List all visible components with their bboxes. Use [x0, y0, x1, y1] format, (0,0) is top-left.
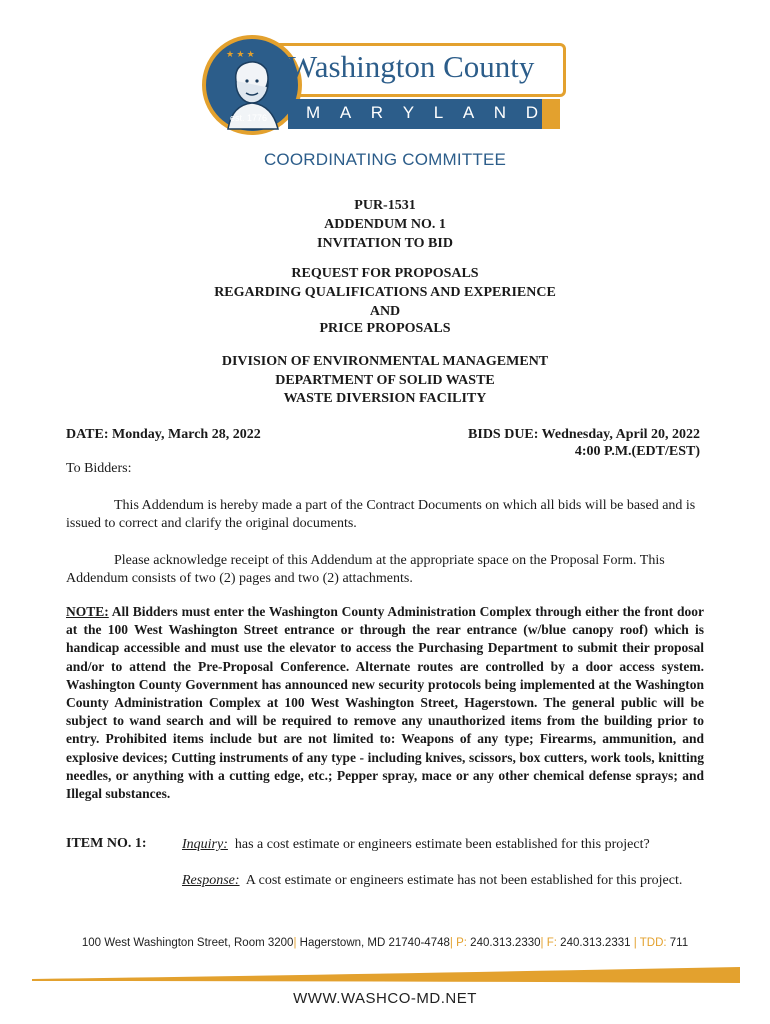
- footer-gold-swoosh: [32, 963, 740, 985]
- fax-label: F:: [546, 937, 557, 949]
- header-line: DIVISION OF ENVIRONMENTAL MANAGEMENT: [221, 354, 549, 369]
- logo-letter: R: [370, 103, 384, 122]
- county-logo: [202, 35, 568, 141]
- logo-band-tail: [542, 99, 560, 129]
- header-line: REGARDING QUALIFICATIONS AND EXPERIENCE: [214, 285, 556, 300]
- phone-label: P:: [456, 937, 467, 949]
- response-text: A cost estimate or engineers estimate has not been established for this project.: [245, 873, 683, 888]
- header-line: WASTE DIVERSION FACILITY: [283, 391, 487, 406]
- bids-due-time: 4:00 P.M.(EDT/EST): [574, 444, 700, 459]
- bids-due-date: BIDS DUE: Wednesday, April 20, 2022: [468, 427, 700, 442]
- header-line: PUR-1531: [354, 198, 416, 213]
- header-line: ADDENDUM NO. 1: [324, 217, 446, 232]
- item-response: [182, 872, 704, 890]
- footer-tdd: 711: [669, 937, 689, 949]
- logo-letter: A: [339, 103, 352, 122]
- header-line: AND: [369, 304, 401, 319]
- footer-fax: 240.313.2331: [560, 937, 631, 949]
- note-text: All Bidders must enter the Washington County Administration Complex through either the front door at the 100 West Washington Street entrance or through the rear entrance (w/blue canopy roof) which is handicap accessible and must use the elevator to access the Purchasing Department to submit their proposal and/or to attend the Pre-Proposal Conference. Alternate routes are controlled by a door access system. Washington County Government has announced new security protocols being implemented at the Washington County Administration Complex at 100 West Washington Street, Hagerstown. The general public will be subject to wand search and will be required to remove any unauthorized items from the building prior to entry. Prohibited items include but are not limited to: Weapons of any type; Firearms, ammunition, and explosive devices; Cutting instruments of any type - including knives, scissors, box cutters, work tools, knitting needles, or anything with a cutting edge, etc.; Pepper spray, mace or any other chemical defense sprays; and Illegal substances.: [66, 604, 704, 802]
- header-line: INVITATION TO BID: [317, 236, 453, 251]
- note-label: NOTE:: [66, 604, 109, 619]
- logo-county-name: Washington County: [288, 49, 535, 84]
- salutation: To Bidders:: [66, 461, 132, 476]
- paragraph-acknowledge: Please acknowledge receipt of this Addendum at the appropriate space on the Proposal Form. This Addendum consists of two (2) pages and two (2) attachments.: [66, 553, 665, 586]
- header-line: REQUEST FOR PROPOSALS: [291, 266, 479, 281]
- header-line: PRICE PROPOSALS: [319, 321, 451, 336]
- logo-letter: L: [433, 103, 444, 122]
- footer-url: WWW.WASHCO-MD.NET: [293, 990, 477, 1007]
- logo-state-letters: [306, 103, 538, 123]
- logo-letter: Y: [402, 103, 415, 122]
- security-note: [66, 603, 704, 803]
- committee-heading: COORDINATING COMMITTEE: [263, 150, 507, 169]
- inquiry-text: has a cost estimate or engineers estimate been established for this project?: [234, 837, 650, 852]
- inquiry-label: Inquiry:: [182, 837, 228, 852]
- header-line: DEPARTMENT OF SOLID WASTE: [275, 373, 495, 388]
- logo-letter: A: [462, 103, 475, 122]
- logo-letter: D: [525, 103, 538, 122]
- issue-date: DATE: Monday, March 28, 2022: [66, 427, 261, 442]
- footer-city: Hagerstown, MD 21740-4748: [299, 937, 450, 949]
- logo-letter: N: [493, 103, 507, 122]
- logo-letter: M: [306, 103, 321, 122]
- footer-phone: 240.313.2330: [470, 937, 541, 949]
- response-label: Response:: [182, 873, 240, 888]
- item-number: ITEM NO. 1:: [66, 836, 147, 851]
- logo-established: est. 1776: [230, 113, 268, 123]
- item-inquiry: [182, 836, 707, 854]
- footer-address: 100 West Washington Street, Room 3200: [81, 937, 294, 949]
- paragraph-addendum: This Addendum is hereby made a part of the Contract Documents on which all bids will be based and is issued to correct and clarify the original documents.: [66, 498, 696, 531]
- svg-text:★ ★ ★: ★ ★ ★: [226, 49, 255, 59]
- tdd-label: TDD:: [639, 937, 667, 949]
- footer-contact: 100 West Washington Street, Room 3200| Hagerstown, MD 21740-4748| P: 240.313.2330| F: 240.313.2331 | TDD: 711: [81, 937, 689, 949]
